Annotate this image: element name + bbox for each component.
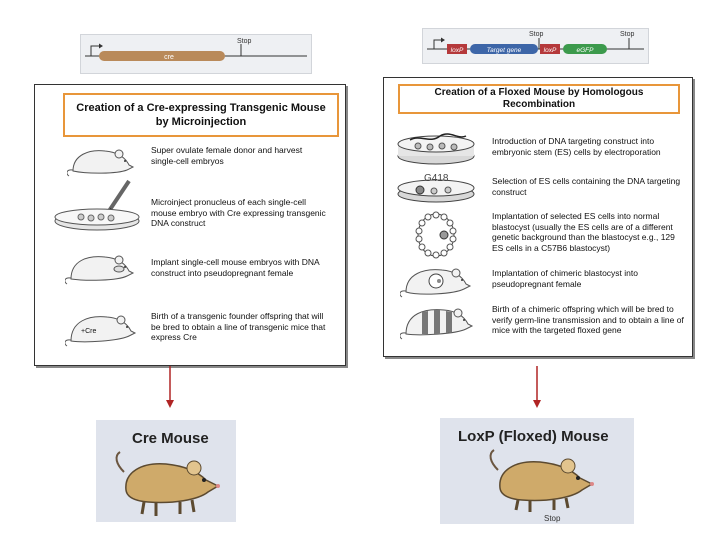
g418-label: G418: [424, 173, 449, 184]
loxp-right-label: loxP: [543, 47, 557, 54]
cre-step-4: Birth of a transgenic founder offspring that will be bred to obtain a line of transgenic mice that express Cre: [151, 311, 326, 342]
target-gene-label: Target gene: [486, 47, 522, 54]
mouse-eye-icon: [202, 478, 206, 482]
transgenic-founder-mouse-illustration: [65, 307, 141, 347]
blastocyst-illustration: [414, 210, 460, 260]
chimeric-mouse-illustration: [400, 300, 480, 340]
cre-gene-bar: [99, 51, 225, 61]
es-cell-icon: [431, 188, 437, 194]
blastocyst-inner-icon: [437, 279, 441, 283]
floxed-stop-left-label: Stop: [529, 31, 544, 38]
mouse-tail-icon: [117, 452, 124, 472]
floxed-mouse-icon: [488, 448, 600, 514]
mouse-eye-icon: [126, 326, 128, 328]
embryo-icon: [88, 215, 94, 221]
floxed-step-1: Introduction of DNA targeting construct into embryonic stem (ES) cells by electroporation: [492, 136, 661, 157]
petri-dish-lid-icon: [55, 209, 139, 225]
mouse-ear-icon: [117, 316, 125, 324]
cre-protocol-panel: [34, 84, 346, 366]
cre-step-2: Microinject pronucleus of each single-cell mouse embryo with Cre expressing transgenic DNA construct: [151, 197, 326, 228]
cre-stop-label: Stop: [237, 38, 252, 45]
egfp-label: eGFP: [576, 47, 594, 54]
arrow-to-cre-mouse: [162, 364, 178, 410]
cre-panel-title: Creation of a Cre-expressing Transgenic Mouse by Microinjection: [63, 93, 339, 137]
cre-mouse-label: +Cre: [81, 328, 97, 335]
mouse-body-icon: [500, 462, 592, 501]
mouse-tail-icon: [67, 170, 73, 176]
selection-dish-illustration: [396, 170, 478, 204]
mouse-body-icon: [73, 151, 133, 174]
floxed-step-5: Birth of a chimeric offspring which will be bred to verify germ-line transmission and to obtain a line of mice with the targeted floxed gene: [492, 304, 684, 335]
mouse-nose-icon: [590, 482, 594, 486]
mouse-tail-icon: [65, 340, 71, 346]
pseudopregnant-mouse-illustration: [65, 247, 137, 285]
es-cell-icon: [439, 143, 445, 149]
implanted-embryo-icon: [114, 266, 124, 272]
cre-mouse-icon: [114, 450, 226, 520]
mouse-ear-icon: [115, 256, 123, 264]
mouse-eye-icon: [461, 279, 463, 281]
arrow-down-icon: [166, 400, 174, 408]
mouse-ear-icon: [452, 269, 460, 277]
mouse-body-icon: [126, 464, 218, 503]
electroporation-dish-illustration: [396, 126, 478, 166]
floxed-step-4: Implantation of chimeric blastocyst into pseudopregnant female: [492, 268, 638, 289]
loxp-left-label: loxP: [450, 47, 464, 54]
mouse-eye-icon: [124, 160, 126, 162]
es-cell-icon: [445, 187, 451, 193]
mouse-eye-icon: [124, 266, 126, 268]
floxed-stop-bottom-label: Stop: [544, 514, 561, 523]
mouse-eye-icon: [463, 319, 465, 321]
pseudopregnant-mouse-illustration: [400, 262, 478, 298]
es-cell-icon: [427, 144, 433, 150]
mouse-eye-icon: [576, 476, 580, 480]
mouse-tail-icon: [65, 278, 71, 284]
embryo-icon: [98, 214, 104, 220]
selected-cell-icon: [416, 186, 424, 194]
mouse-tail-icon: [400, 333, 406, 339]
promoter-arrow-head-icon: [99, 44, 103, 49]
floxed-mouse-result: [440, 418, 634, 524]
promoter-arrow-head-icon: [441, 38, 445, 43]
arrow-down-icon: [533, 400, 541, 408]
cre-step-3: Implant single-cell mouse embryos with DNA construct into pseudopregnant female: [151, 257, 320, 278]
mouse-ear-icon: [561, 459, 575, 473]
mouse-ear-icon: [187, 461, 201, 475]
cre-construct: [80, 34, 312, 74]
cre-construct-diagram: [81, 35, 311, 73]
floxed-protocol-panel: [383, 77, 693, 357]
arrow-to-floxed-mouse: [529, 364, 545, 410]
mouse-nose-icon: [216, 484, 220, 488]
cre-gene-label: cre: [164, 54, 174, 61]
mouse-ear-icon: [115, 150, 123, 158]
es-cell-inner-icon: [440, 231, 448, 239]
floxed-construct-diagram: [423, 29, 648, 63]
floxed-mouse-title: LoxP (Floxed) Mouse: [458, 428, 609, 445]
es-cell-icon: [415, 143, 421, 149]
mouse-tail-icon: [400, 291, 406, 297]
cre-mouse-result: [96, 420, 236, 522]
floxed-stop-right-label: Stop: [620, 31, 635, 38]
floxed-step-3: Implantation of selected ES cells into normal blastocyst (usually the ES cells are of a different genetic background than the blastocyst e.g., 129 ES cells in a C57B6 blastocyst): [492, 211, 675, 253]
donor-mouse-illustration: [67, 143, 137, 177]
microinjection-dish-illustration: [51, 177, 143, 235]
mouse-ear-icon: [454, 309, 462, 317]
es-cell-icon: [451, 144, 457, 150]
mouse-tail-icon: [491, 450, 498, 470]
cre-mouse-title: Cre Mouse: [132, 430, 209, 447]
cre-step-1: Super ovulate female donor and harvest single-cell embryos: [151, 145, 303, 166]
embryo-icon: [108, 215, 114, 221]
embryo-icon: [78, 214, 84, 220]
floxed-step-2: Selection of ES cells containing the DNA targeting construct: [492, 176, 681, 197]
floxed-construct: [422, 28, 649, 64]
floxed-panel-title: Creation of a Floxed Mouse by Homologous Recombination: [398, 84, 680, 114]
chimera-stripes: [422, 310, 452, 334]
pipette-icon: [109, 181, 129, 211]
